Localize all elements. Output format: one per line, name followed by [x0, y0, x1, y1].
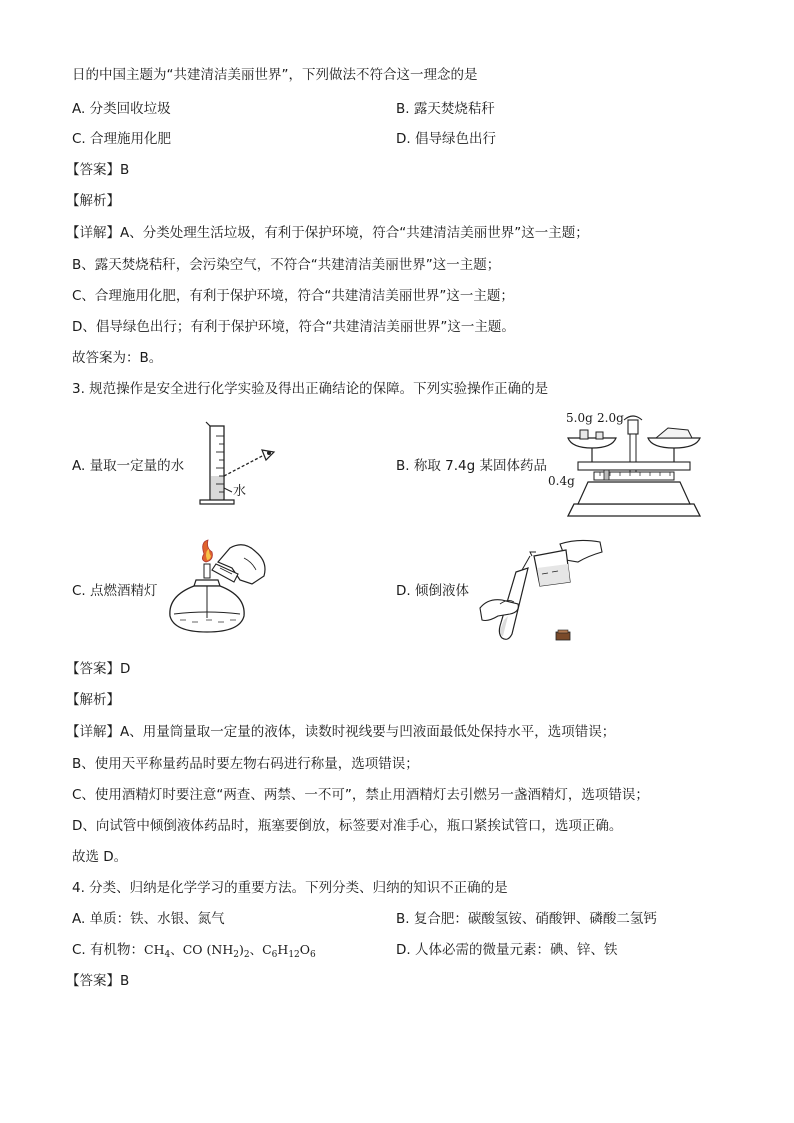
q3-detail-line: B、使用天平称量药品时要左物右码进行称量，选项错误；: [72, 756, 419, 772]
q2-detail-line: D、倡导绿色出行；有利于保护环境，符合“共建清洁美丽世界”这一主题。: [72, 319, 515, 335]
q2-detail-line: 【详解】A、分类处理生活垃圾，有利于保护环境，符合“共建清洁美丽世界”这一主题；: [66, 225, 589, 241]
q2-detail-line: C、合理施用化肥，有利于保护环境，符合“共建清洁美丽世界”这一主题；: [72, 288, 514, 304]
q3-option-b[interactable]: B. 称取 7.4g 某固体药品: [396, 458, 547, 474]
q2-detail-line: 故答案为：B。: [72, 350, 163, 366]
rider-label: 0.4g: [548, 474, 575, 488]
q3-option-d[interactable]: D. 倾倒液体: [396, 583, 469, 599]
water-label: 水: [233, 484, 247, 499]
weight-label-5g: 5.0g: [566, 411, 593, 425]
weight-label-2g: 2.0g: [597, 411, 624, 425]
alcohol-lamp-figure: [160, 540, 272, 640]
q2-answer: 【答案】B: [66, 162, 130, 178]
q3-stem: 3. 规范操作是安全进行化学实验及得出正确结论的保障。下列实验操作正确的是: [72, 381, 549, 397]
q4-option-c[interactable]: [72, 941, 316, 959]
q2-option-a[interactable]: A. 分类回收垃圾: [72, 101, 171, 117]
q2-analysis-title: 【解析】: [66, 193, 120, 209]
q3-analysis-title: 【解析】: [66, 692, 120, 708]
q2-option-c[interactable]: C. 合理施用化肥: [72, 131, 172, 147]
q2-option-b[interactable]: B. 露天焚烧秸秆: [396, 101, 495, 117]
balance-scale-figure: [560, 412, 708, 522]
q3-detail-line: D、向试管中倾倒液体药品时，瓶塞要倒放，标签要对准手心，瓶口紧挨试管口，选项正确。: [72, 818, 623, 834]
organic-formulas: $CH_4$、CO $(NH_2)_2$、$C_6H_{12}O_6$: [144, 942, 316, 960]
q3-detail-line: C、使用酒精灯时要注意“两查、两禁、一不可”，禁止用酒精灯去引燃另一盏酒精灯，选项错误；: [72, 787, 649, 803]
q3-option-c[interactable]: C. 点燃酒精灯: [72, 583, 158, 599]
q3-detail-line: 故选 D。: [72, 849, 128, 865]
q3-detail-line: 【详解】A、用量筒量取一定量的液体，读数时视线要与凹液面最低处保持水平，选项错误；: [66, 724, 616, 740]
q3-option-a[interactable]: A. 量取一定量的水: [72, 458, 185, 474]
q4-option-d[interactable]: D. 人体必需的微量元素：碘、锌、铁: [396, 942, 618, 958]
q4-answer: 【答案】B: [66, 973, 130, 989]
q2-stem: 日的中国主题为“共建清洁美丽世界”，下列做法不符合这一理念的是: [72, 67, 478, 83]
q4-stem: 4. 分类、归纳是化学学习的重要方法。下列分类、归纳的知识不正确的是: [72, 880, 508, 896]
q3-answer: 【答案】D: [66, 661, 131, 677]
q2-detail-line: B、露天焚烧秸秆，会污染空气，不符合“共建清洁美丽世界”这一主题；: [72, 257, 501, 273]
q2-option-d[interactable]: D. 倡导绿色出行: [396, 131, 496, 147]
q4-option-b[interactable]: B. 复合肥：碳酸氢铵、硝酸钾、磷酸二氢钙: [396, 911, 657, 927]
q4-option-c-label: C. 有机物：: [72, 942, 145, 958]
q4-option-a[interactable]: A. 单质：铁、水银、氮气: [72, 911, 225, 927]
pouring-liquid-figure: [478, 538, 606, 650]
